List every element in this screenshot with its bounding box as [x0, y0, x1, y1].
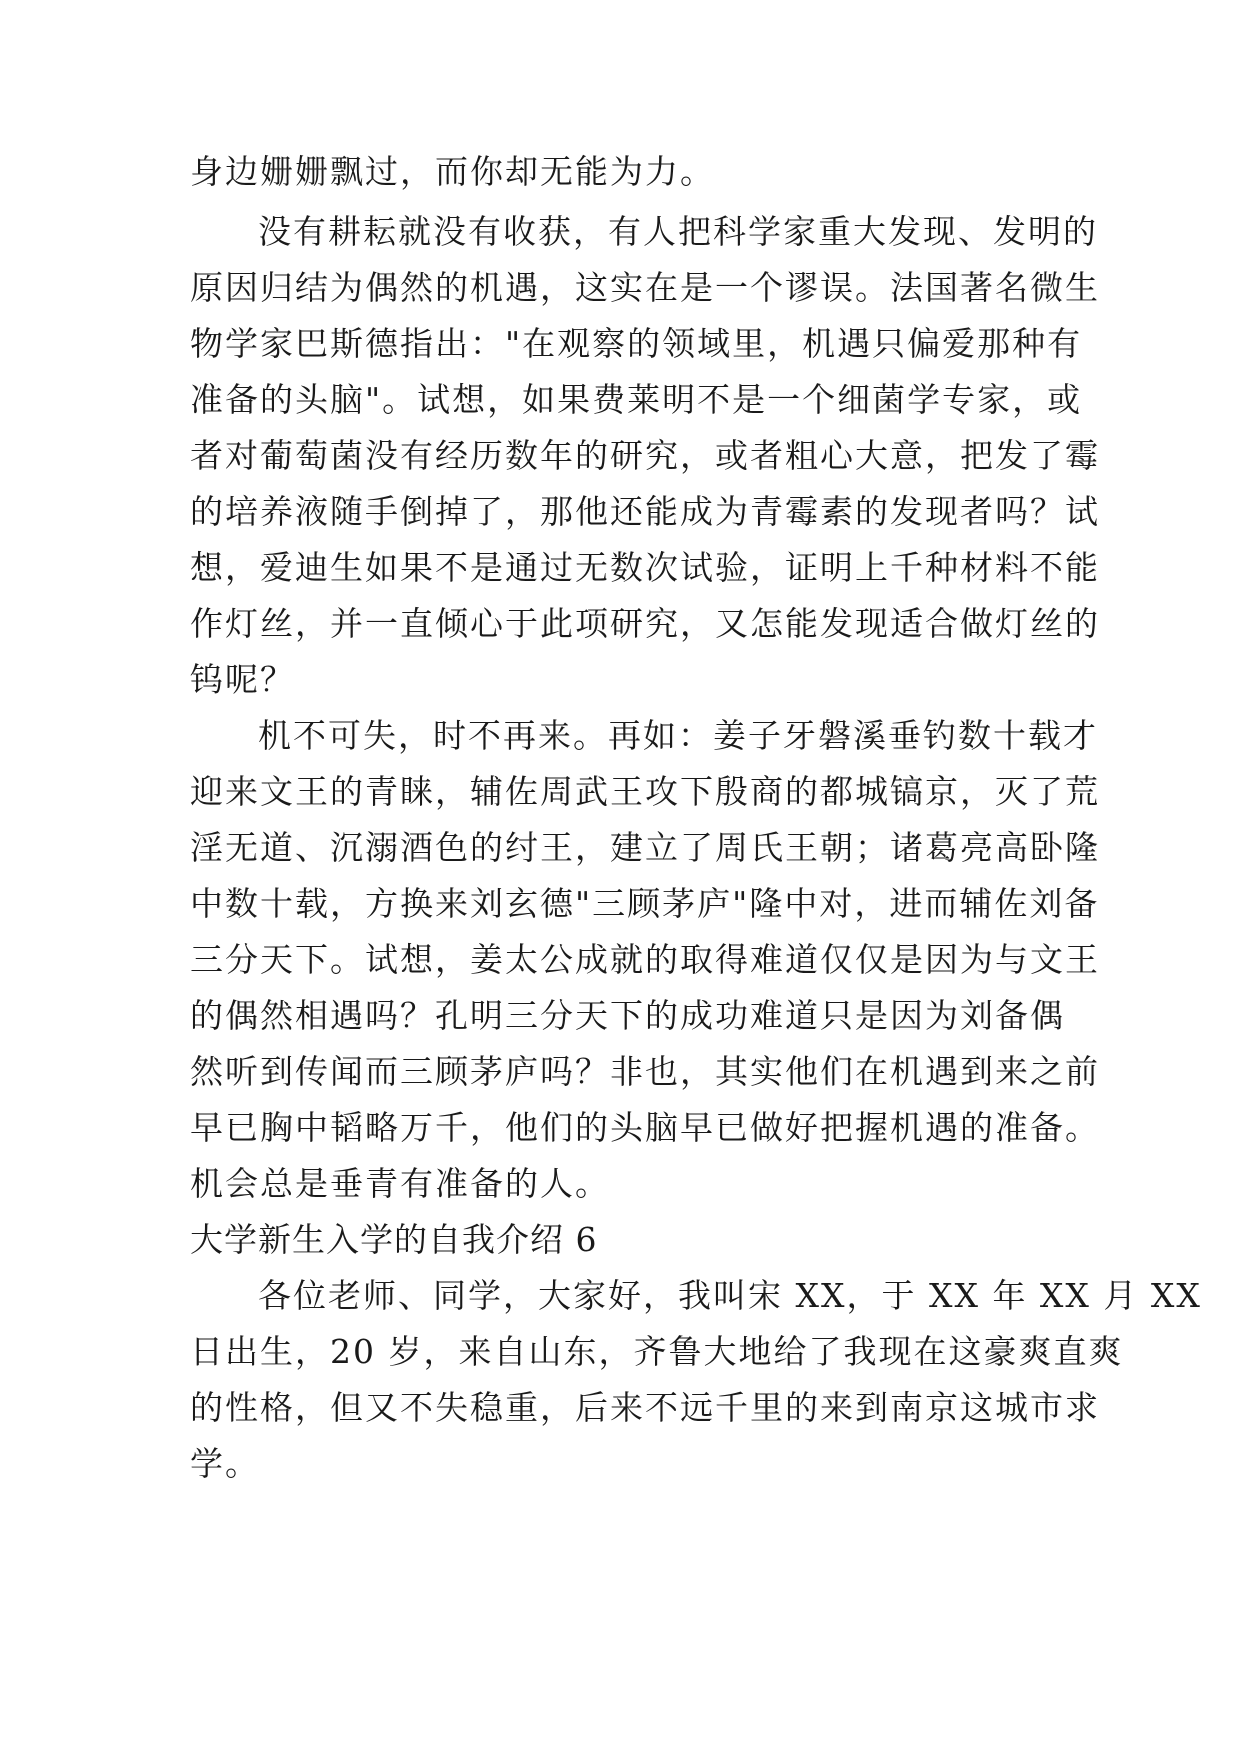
text-line: 钨呢？	[190, 660, 295, 699]
text-line: 的偶然相遇吗？孔明三分天下的成功难道只是因为刘备偶	[190, 996, 1065, 1035]
text-line: 者对葡萄菌没有经历数年的研究，或者粗心大意，把发了霉	[190, 436, 1100, 475]
text-line: 的性格，但又不失稳重，后来不远千里的来到南京这城市求	[190, 1388, 1100, 1427]
text-line: 早已胸中韬略万千，他们的头脑早已做好把握机遇的准备。	[190, 1108, 1100, 1147]
paragraph-start-line: 没有耕耘就没有收获，有人把科学家重大发现、发明的	[258, 212, 1098, 251]
text-line: 的培养液随手倒掉了，那他还能成为青霉素的发现者吗？试	[190, 492, 1100, 531]
text-line: 迎来文王的青睐，辅佐周武王攻下殷商的都城镐京，灭了荒	[190, 772, 1100, 811]
text-line: 然听到传闻而三顾茅庐吗？非也，其实他们在机遇到来之前	[190, 1052, 1100, 1091]
text-line: 中数十载，方换来刘玄德"三顾茅庐"隆中对，进而辅佐刘备	[190, 884, 1100, 923]
text-line: 学。	[190, 1444, 260, 1483]
text-line: 身边姗姗飘过，而你却无能为力。	[190, 152, 715, 191]
text-line: 日出生，20 岁，来自山东，齐鲁大地给了我现在这豪爽直爽	[190, 1332, 1124, 1371]
paragraph-start-line: 机不可失，时不再来。再如：姜子牙磐溪垂钓数十载才	[258, 716, 1098, 755]
text-line: 物学家巴斯德指出："在观察的领域里，机遇只偏爱那种有	[190, 324, 1083, 363]
paragraph-start-line: 各位老师、同学，大家好，我叫宋 XX，于 XX 年 XX 月 XX	[258, 1276, 1202, 1315]
section-heading: 大学新生入学的自我介绍 6	[190, 1220, 598, 1259]
text-line: 想，爱迪生如果不是通过无数次试验，证明上千种材料不能	[190, 548, 1100, 587]
text-line: 淫无道、沉溺酒色的纣王，建立了周氏王朝；诸葛亮高卧隆	[190, 828, 1100, 867]
text-line: 机会总是垂青有准备的人。	[190, 1164, 610, 1203]
text-line: 原因归结为偶然的机遇，这实在是一个谬误。法国著名微生	[190, 268, 1100, 307]
text-line: 作灯丝，并一直倾心于此项研究，又怎能发现适合做灯丝的	[190, 604, 1100, 643]
text-line: 准备的头脑"。试想，如果费莱明不是一个细菌学专家，或	[190, 380, 1083, 419]
text-line: 三分天下。试想，姜太公成就的取得难道仅仅是因为与文王	[190, 940, 1100, 979]
